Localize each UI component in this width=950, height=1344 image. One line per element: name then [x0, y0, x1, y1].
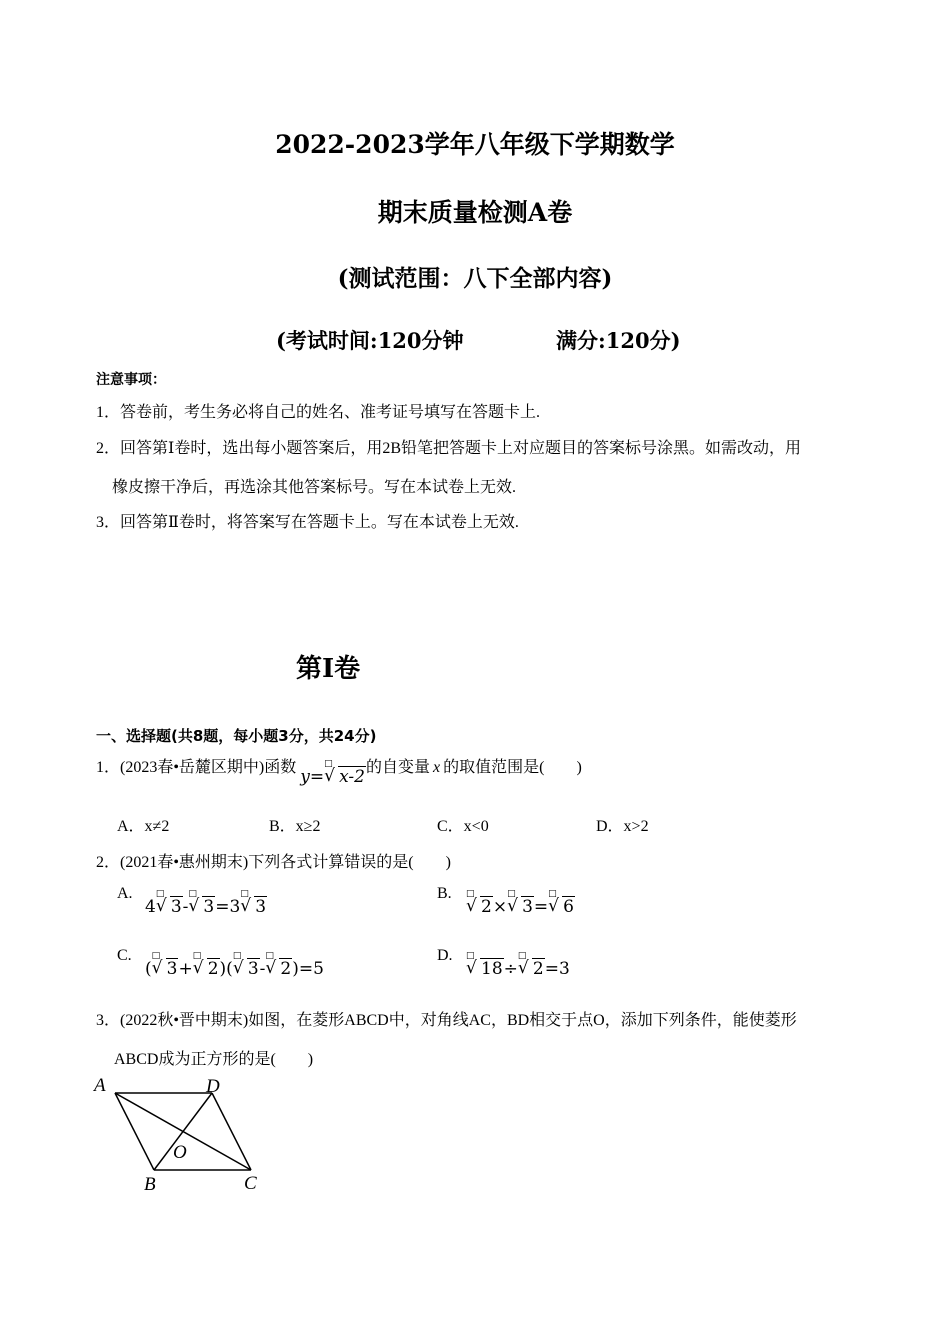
q2b-radical-1: [466, 889, 493, 917]
notice-item-1: 1．答卷前，考生务必将自己的姓名、准考证号填写在答题卡上.: [96, 404, 541, 421]
q2-label-d: D.: [437, 947, 453, 964]
q2c-paren-mid: )(: [219, 959, 233, 979]
q1-var-x: x: [433, 759, 441, 776]
radicand: 6: [563, 897, 574, 917]
question-3-line-2: ABCD成为正方形的是( ): [114, 1051, 314, 1068]
q2c-op-2: -: [259, 959, 266, 979]
radicand: 3: [522, 897, 533, 917]
q2a-radical-3: [240, 889, 267, 917]
q1-equals: =: [309, 767, 325, 787]
q2a-radical-2: [188, 889, 215, 917]
q2c-radical-2: [192, 951, 220, 979]
radicand: 3: [170, 897, 182, 917]
root-index: √ □: [155, 889, 165, 899]
q1-suffix-a: 的自变量: [365, 759, 430, 776]
exam-time: (考试时间:120分钟: [276, 328, 464, 353]
part-heading: 一、选择题(共8题，每小题3分，共24分): [96, 727, 377, 745]
root-index: √ □: [192, 951, 202, 961]
notice-item-3: 3．回答第Ⅱ卷时，将答案写在答题卡上。写在本试卷上无效.: [96, 514, 519, 531]
q2a-op: -: [182, 897, 189, 917]
radicand: 2: [280, 959, 292, 979]
q2d-radical-2: [517, 951, 545, 979]
radicand: 3: [247, 959, 259, 979]
q2c-radical-4: [265, 951, 292, 979]
q2b-eq: =: [533, 897, 549, 917]
q1-suffix-b: 的取值范围是( ): [443, 759, 582, 776]
radicand: 2: [207, 959, 219, 979]
label-c: C: [244, 1173, 257, 1194]
q1-option-c: C．x<0: [437, 818, 489, 835]
rhombus-figure: [88, 1070, 278, 1200]
radicand: 3: [255, 897, 267, 917]
q1-prefix: 1．(2023春•岳麓区期中)函数: [96, 759, 297, 776]
volume-title: 第Ⅰ卷: [296, 654, 361, 684]
q1-option-a: A．x≠2: [117, 818, 170, 835]
q1-root-index: √ □: [324, 759, 333, 769]
q2c-radical-1: [151, 951, 179, 979]
q2b-op: ×: [492, 897, 508, 917]
root-index: √ □: [548, 889, 557, 899]
question-1: [96, 754, 582, 787]
root-index: √ □: [265, 951, 274, 961]
root-index: √ □: [151, 951, 161, 961]
notice-item-2: 2．回答第Ⅰ卷时，选出每小题答案后，用2B铅笔把答题卡上对应题目的答案标号涂黑。如需改动，用: [96, 440, 801, 457]
title-line-1: 2022-2023学年八年级下学期数学: [275, 130, 675, 159]
q1-radical: [324, 759, 366, 787]
root-index: √ □: [240, 889, 249, 899]
q2c-radical-3: [232, 951, 260, 979]
q1-formula: [300, 759, 366, 787]
q2-label-c: C.: [117, 947, 132, 964]
root-index: √ □: [466, 951, 475, 961]
q2c-paren-open: (: [145, 959, 152, 979]
q2-label-b: B.: [437, 885, 452, 902]
radicand: 18: [481, 959, 503, 979]
q2b-radical-2: [507, 889, 534, 917]
label-d: D: [206, 1076, 220, 1097]
full-score: 满分:120分): [556, 328, 681, 353]
q1-radicand: x-2: [339, 767, 365, 787]
root-index: √ □: [507, 889, 516, 899]
title-line-2: 期末质量检测A卷: [377, 198, 573, 227]
root-index: √ □: [188, 889, 197, 899]
question-3-line-1: 3．(2022秋•晋中期末)如图，在菱形ABCD中，对角线AC，BD相交于点O，添加下列条件，能使菱形: [96, 1012, 797, 1029]
q2d-op: ÷: [503, 959, 518, 979]
label-o: O: [173, 1142, 187, 1163]
q2d-radical-1: [466, 951, 504, 979]
q1-option-d: D．x>2: [596, 818, 649, 835]
question-2-stem: 2．(2021春•惠州期末)下列各式计算错误的是( ): [96, 854, 451, 871]
q1-option-b: B．x≥2: [269, 818, 321, 835]
q2c-eq: )=5: [292, 959, 324, 979]
q2-option-c-formula: [145, 951, 324, 979]
radicand: 2: [532, 959, 544, 979]
q2-option-b-formula: [466, 889, 575, 917]
q2a-radical-1: [155, 889, 183, 917]
root-index: √ □: [232, 951, 242, 961]
notice-heading: 注意事项：: [96, 372, 166, 388]
q2a-coef: 4: [145, 897, 156, 917]
q2d-eq: =3: [544, 959, 570, 979]
radicand: 2: [481, 897, 492, 917]
root-index: √ □: [517, 951, 527, 961]
q2-label-a: A.: [117, 885, 133, 902]
q2b-radical-3: [548, 889, 575, 917]
q2a-eq: =3: [215, 897, 241, 917]
test-scope: (测试范围：八下全部内容): [337, 265, 613, 292]
radicand: 3: [166, 959, 178, 979]
root-index: √ □: [466, 889, 475, 899]
q2c-op-1: +: [178, 959, 193, 979]
label-a: A: [94, 1075, 106, 1096]
notice-item-2-cont: 橡皮擦干净后，再选涂其他答案标号。写在本试卷上无效.: [112, 479, 517, 496]
label-b: B: [144, 1174, 156, 1195]
q1-var-y: y: [300, 767, 310, 787]
q2-option-a-formula: [145, 889, 267, 917]
radicand: 3: [203, 897, 215, 917]
q2-option-d-formula: [466, 951, 570, 979]
